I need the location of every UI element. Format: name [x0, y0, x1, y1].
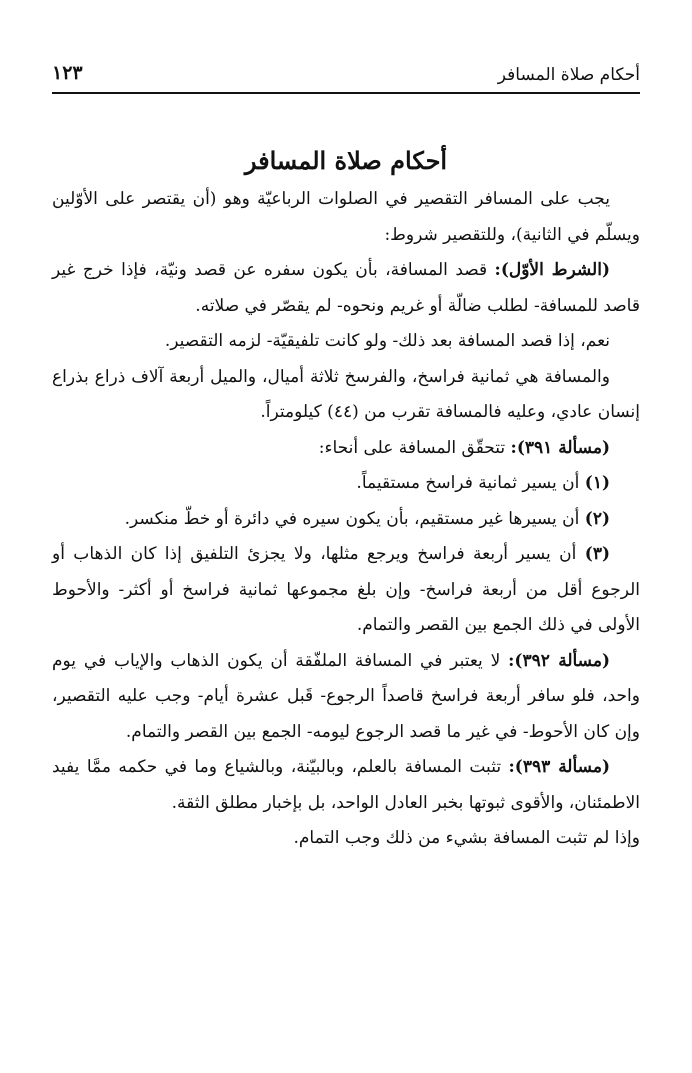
- list-number: (١): [584, 473, 610, 493]
- condition-label: (الشرط الأوّل):: [494, 260, 610, 280]
- list-number: (٢): [584, 508, 610, 529]
- list-number: (٣): [584, 544, 610, 564]
- issue-label: (مسألة ٣٩٣):: [508, 757, 610, 777]
- paragraph-text: لا يعتبر في المسافة الملفّقة أن يكون الذهاب والإياب في يوم واحد، فلو سافر أربعة فراسخ قاصداً الرجوع- قَبل عشرة أيام- وجب عليه التقصير، وإن كان الأحوط- في غير ما قصد الرجوع ليومه- الجمع بين القصر والتمام.: [52, 650, 640, 742]
- paragraph-text: نعم، إذا قصد المسافة بعد ذلك- ولو كانت تلفيقيّة- لزمه التقصير.: [164, 331, 610, 351]
- list-item-1: [52, 466, 640, 502]
- issue-label: (مسألة ٣٩٢):: [508, 650, 610, 671]
- paragraph-text: وإذا لم تثبت المسافة بشيء من ذلك وجب التمام.: [293, 828, 640, 848]
- note-paragraph: [52, 324, 640, 360]
- closing-paragraph: [52, 821, 640, 857]
- running-header-title: أحكام صلاة المسافر: [497, 65, 640, 85]
- chapter-title: أحكام صلاة المسافر: [244, 146, 448, 176]
- condition-one-paragraph: [52, 253, 640, 324]
- page-number: ١٢٣: [52, 62, 83, 84]
- header-rule: [52, 92, 640, 94]
- intro-paragraph: [52, 182, 640, 253]
- paragraph-text: والمسافة هي ثمانية فراسخ، والفرسخ ثلاثة أميال، والميل أربعة آلاف ذراع بذراع إنسان عادي، وعليه فالمسافة تقرب من (٤٤) كيلومتراً.: [52, 366, 640, 422]
- issue-391-paragraph: [52, 431, 640, 467]
- paragraph-text: أن يسير ثمانية فراسخ مستقيماً.: [356, 473, 585, 493]
- distance-paragraph: [52, 360, 640, 431]
- issue-393-paragraph: [52, 750, 640, 821]
- body-text: [52, 182, 640, 857]
- issue-label: (مسألة ٣٩١):: [510, 437, 610, 458]
- paragraph-text: تتحقّق المسافة على أنحاء:: [318, 437, 511, 458]
- paragraph-text: يجب على المسافر التقصير في الصلوات الرباعيّة وهو (أن يقتصر على الأوّلين ويسلّم في الثانية)، وللتقصير شروط:: [52, 189, 640, 245]
- paragraph-text: أن يسيرها غير مستقيم، بأن يكون سيره في دائرة أو خطّ منكسر.: [124, 508, 585, 529]
- list-item-3: [52, 537, 640, 644]
- paragraph-text: أن يسير أربعة فراسخ ويرجع مثلها، ولا يجزئ التلفيق إذا كان الذهاب أو الرجوع أقل من أربعة فراسخ- وإن بلغ مجموعها ثمانية فراسخ أو أكثر- والأحوط الأولى في ذلك الجمع بين القصر والتمام.: [52, 544, 640, 635]
- paragraph-text: قصد المسافة، بأن يكون سفره عن قصد ونيّة، فإذا خرج غير قاصد للمسافة- لطلب ضالّة أو غريم ونحوه- لم يقصّر في صلاته.: [52, 260, 640, 316]
- list-item-2: [52, 502, 640, 538]
- running-header: [52, 62, 640, 92]
- issue-392-paragraph: [52, 644, 640, 751]
- paragraph-text: تثبت المسافة بالعلم، وبالبيّنة، وبالشياع وما في حكمه ممَّا يفيد الاطمئنان، والأقوى ثبوتها بخبر العادل الواحد، بل بإخبار مطلق الثقة.: [52, 757, 640, 813]
